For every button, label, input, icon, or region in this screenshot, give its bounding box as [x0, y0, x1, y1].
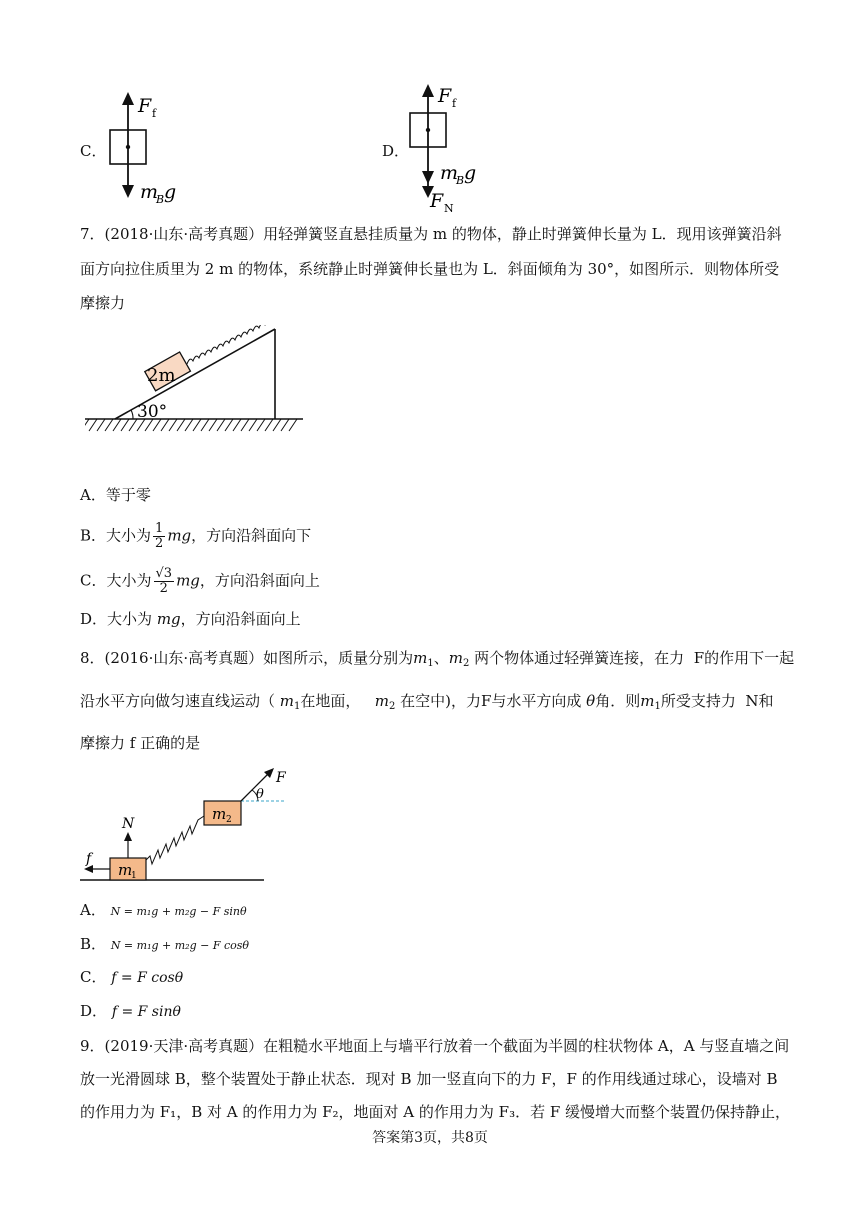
q8-option-d-label: D． [80, 1002, 108, 1020]
q6d-ff-label: F [438, 85, 452, 107]
q7-option-d-post: ，方向沿斜面向上 [180, 610, 301, 628]
q8-l1-b: 两个物体通过轻弹簧连接，在力 [474, 649, 685, 667]
q7-option-b-label: B． [80, 526, 107, 545]
q7-option-d-pre: 大小为 [107, 610, 157, 628]
q7-option-c-num: √3 [155, 566, 173, 581]
q6-option-d-label: D． [382, 142, 410, 160]
q7-option-c-var: mg [176, 571, 200, 590]
q8-stem-line-3: 摩擦力 f 正确的是 [80, 734, 201, 752]
q8-option-b-label: B． [80, 935, 107, 953]
q7-option-c-post: ，方向沿斜面向上 [199, 571, 320, 590]
q8-n-label: N [122, 816, 135, 832]
q6d-mbg-sub: B [456, 174, 465, 187]
q8-force-label: F [276, 770, 286, 786]
q7-option-a-text: 等于零 [105, 486, 151, 504]
q8-m1-sub: 1 [131, 871, 137, 881]
q8-l2-e: 所受支持力 [660, 692, 736, 710]
q8-option-c-formula: f = F cosθ [111, 970, 184, 986]
q7-option-c-fraction [154, 567, 175, 596]
q8-l1-c: F的作用下一起 [693, 649, 795, 667]
q7-incline-figure [85, 325, 310, 465]
q8-l1-a: 8．(2016·山东·高考真题）如图所示，质量分别为 [80, 649, 414, 667]
q7-option-b-post: ，方向沿斜面向下 [191, 526, 312, 545]
q6-option-d-diagram [400, 80, 510, 215]
q7-option-c[interactable] [80, 567, 320, 596]
q8-m1-label: m [118, 861, 133, 879]
q8-theta-label: θ [256, 787, 264, 802]
q6c-mbg-m: m [140, 181, 159, 203]
q7-option-c-label: C． [80, 571, 107, 590]
q7-stem-line-1: 7．(2018·山东·高考真题）用轻弹簧竖直悬挂质量为 m 的物体，静止时弹簧伸长量为 L．现用该弹簧沿斜 [80, 225, 782, 243]
q7-option-c-pre: 大小为 [106, 571, 152, 590]
q6d-mbg-g: g [464, 162, 477, 184]
q7-option-b-var: mg [167, 526, 192, 545]
q7-option-a-label: A． [80, 486, 106, 504]
q8-option-b[interactable] [80, 934, 249, 956]
q8-option-c-label: C． [80, 968, 107, 986]
q9-stem-line-3: 的作用力为 F₁，B 对 A 的作用力为 F₂，地面对 A 的作用力为 F₃．若 F 缓慢增大而整个装置仍保持静止， [80, 1103, 791, 1121]
q8-option-c[interactable] [80, 967, 183, 988]
q8-l2-b: 在地面， [300, 692, 361, 710]
q8-m2-sub: 2 [226, 815, 232, 825]
q8-m2-label: m [212, 805, 227, 823]
q6d-fn-sub: N [444, 202, 454, 215]
q8-option-a[interactable] [80, 900, 247, 922]
page-footer: 答案第3页，共8页 [372, 1130, 488, 1146]
q6c-mbg-sub: B [156, 193, 165, 203]
q8-stem-line-1: 8．(2016·山东·高考真题）如图所示，质量分别为$m_1$、$m_2$ 两个物体通过轻弹簧连接，在力 F的作用下一起 [80, 649, 795, 669]
q8-stem-line-2: 沿水平方向做匀速直线运动（ $m_1$在地面， $m_2$ 在空中)，力F与水平方向成 θ角．则$m_1$所受支持力 N和 [80, 692, 774, 712]
q7-option-d[interactable] [80, 609, 301, 629]
q6c-ff-label: F [138, 95, 152, 117]
q8-spring-figure [80, 762, 290, 886]
q8-option-a-label: A． [80, 901, 106, 919]
q8-l2-a: 沿水平方向做匀速直线运动（ [80, 692, 276, 710]
q7-option-c-den: 2 [159, 581, 168, 596]
q7-angle-label: 30° [137, 402, 168, 422]
q7-option-a[interactable] [80, 485, 151, 505]
q8-option-d[interactable] [80, 1001, 181, 1022]
q7-stem-line-2: 面方向拉住质里为 2 m 的物体，系统静止时弹簧伸长量也为 L．斜面倾角为 30°，如图所示．则物体所受 [80, 260, 780, 278]
q8-l2-d: 角．则 [595, 692, 641, 710]
q8-l2-f: N和 [745, 692, 774, 710]
q9-stem-line-2: 放一光滑圆球 B，整个装置处于静止状态．现对 B 加一竖直向下的力 F，F 的作用线通过球心，设墙对 B [80, 1070, 778, 1088]
q7-option-b-den: 2 [155, 536, 164, 551]
q6c-mbg-g: g [164, 181, 177, 203]
q7-option-b-fraction [153, 522, 165, 551]
q7-option-b[interactable] [80, 522, 311, 551]
q6d-ff-sub: f [452, 97, 457, 110]
q7-mass-label: 2m [147, 365, 176, 386]
q9-stem-line-1: 9．(2019·天津·高考真题）在粗糙水平地面上与墙平行放着一个截面为半圆的柱状物体 A，A 与竖直墙之间 [80, 1037, 790, 1055]
q6c-ff-sub: f [152, 107, 157, 120]
q7-option-d-label: D． [80, 610, 108, 628]
q8-f-label: f [86, 851, 92, 867]
q7-stem-line-3: 摩擦力 [80, 294, 126, 312]
q6-option-c-label: C． [80, 142, 107, 160]
q8-option-a-formula: N = m₁g + m₂g − F sinθ [110, 905, 247, 918]
q6d-mbg-m: m [440, 162, 459, 184]
q8-l2-c: 在空中)，力F与水平方向成 [400, 692, 582, 710]
q7-option-b-pre: 大小为 [106, 526, 152, 545]
q7-option-d-var: mg [156, 610, 181, 628]
q7-option-b-num: 1 [155, 521, 164, 536]
q8-option-d-formula: f = F sinθ [111, 1004, 181, 1020]
q6d-fn-label: F [430, 190, 444, 212]
q6-option-c-diagram [100, 88, 210, 203]
q8-option-b-formula: N = m₁g + m₂g − F cosθ [110, 939, 250, 952]
